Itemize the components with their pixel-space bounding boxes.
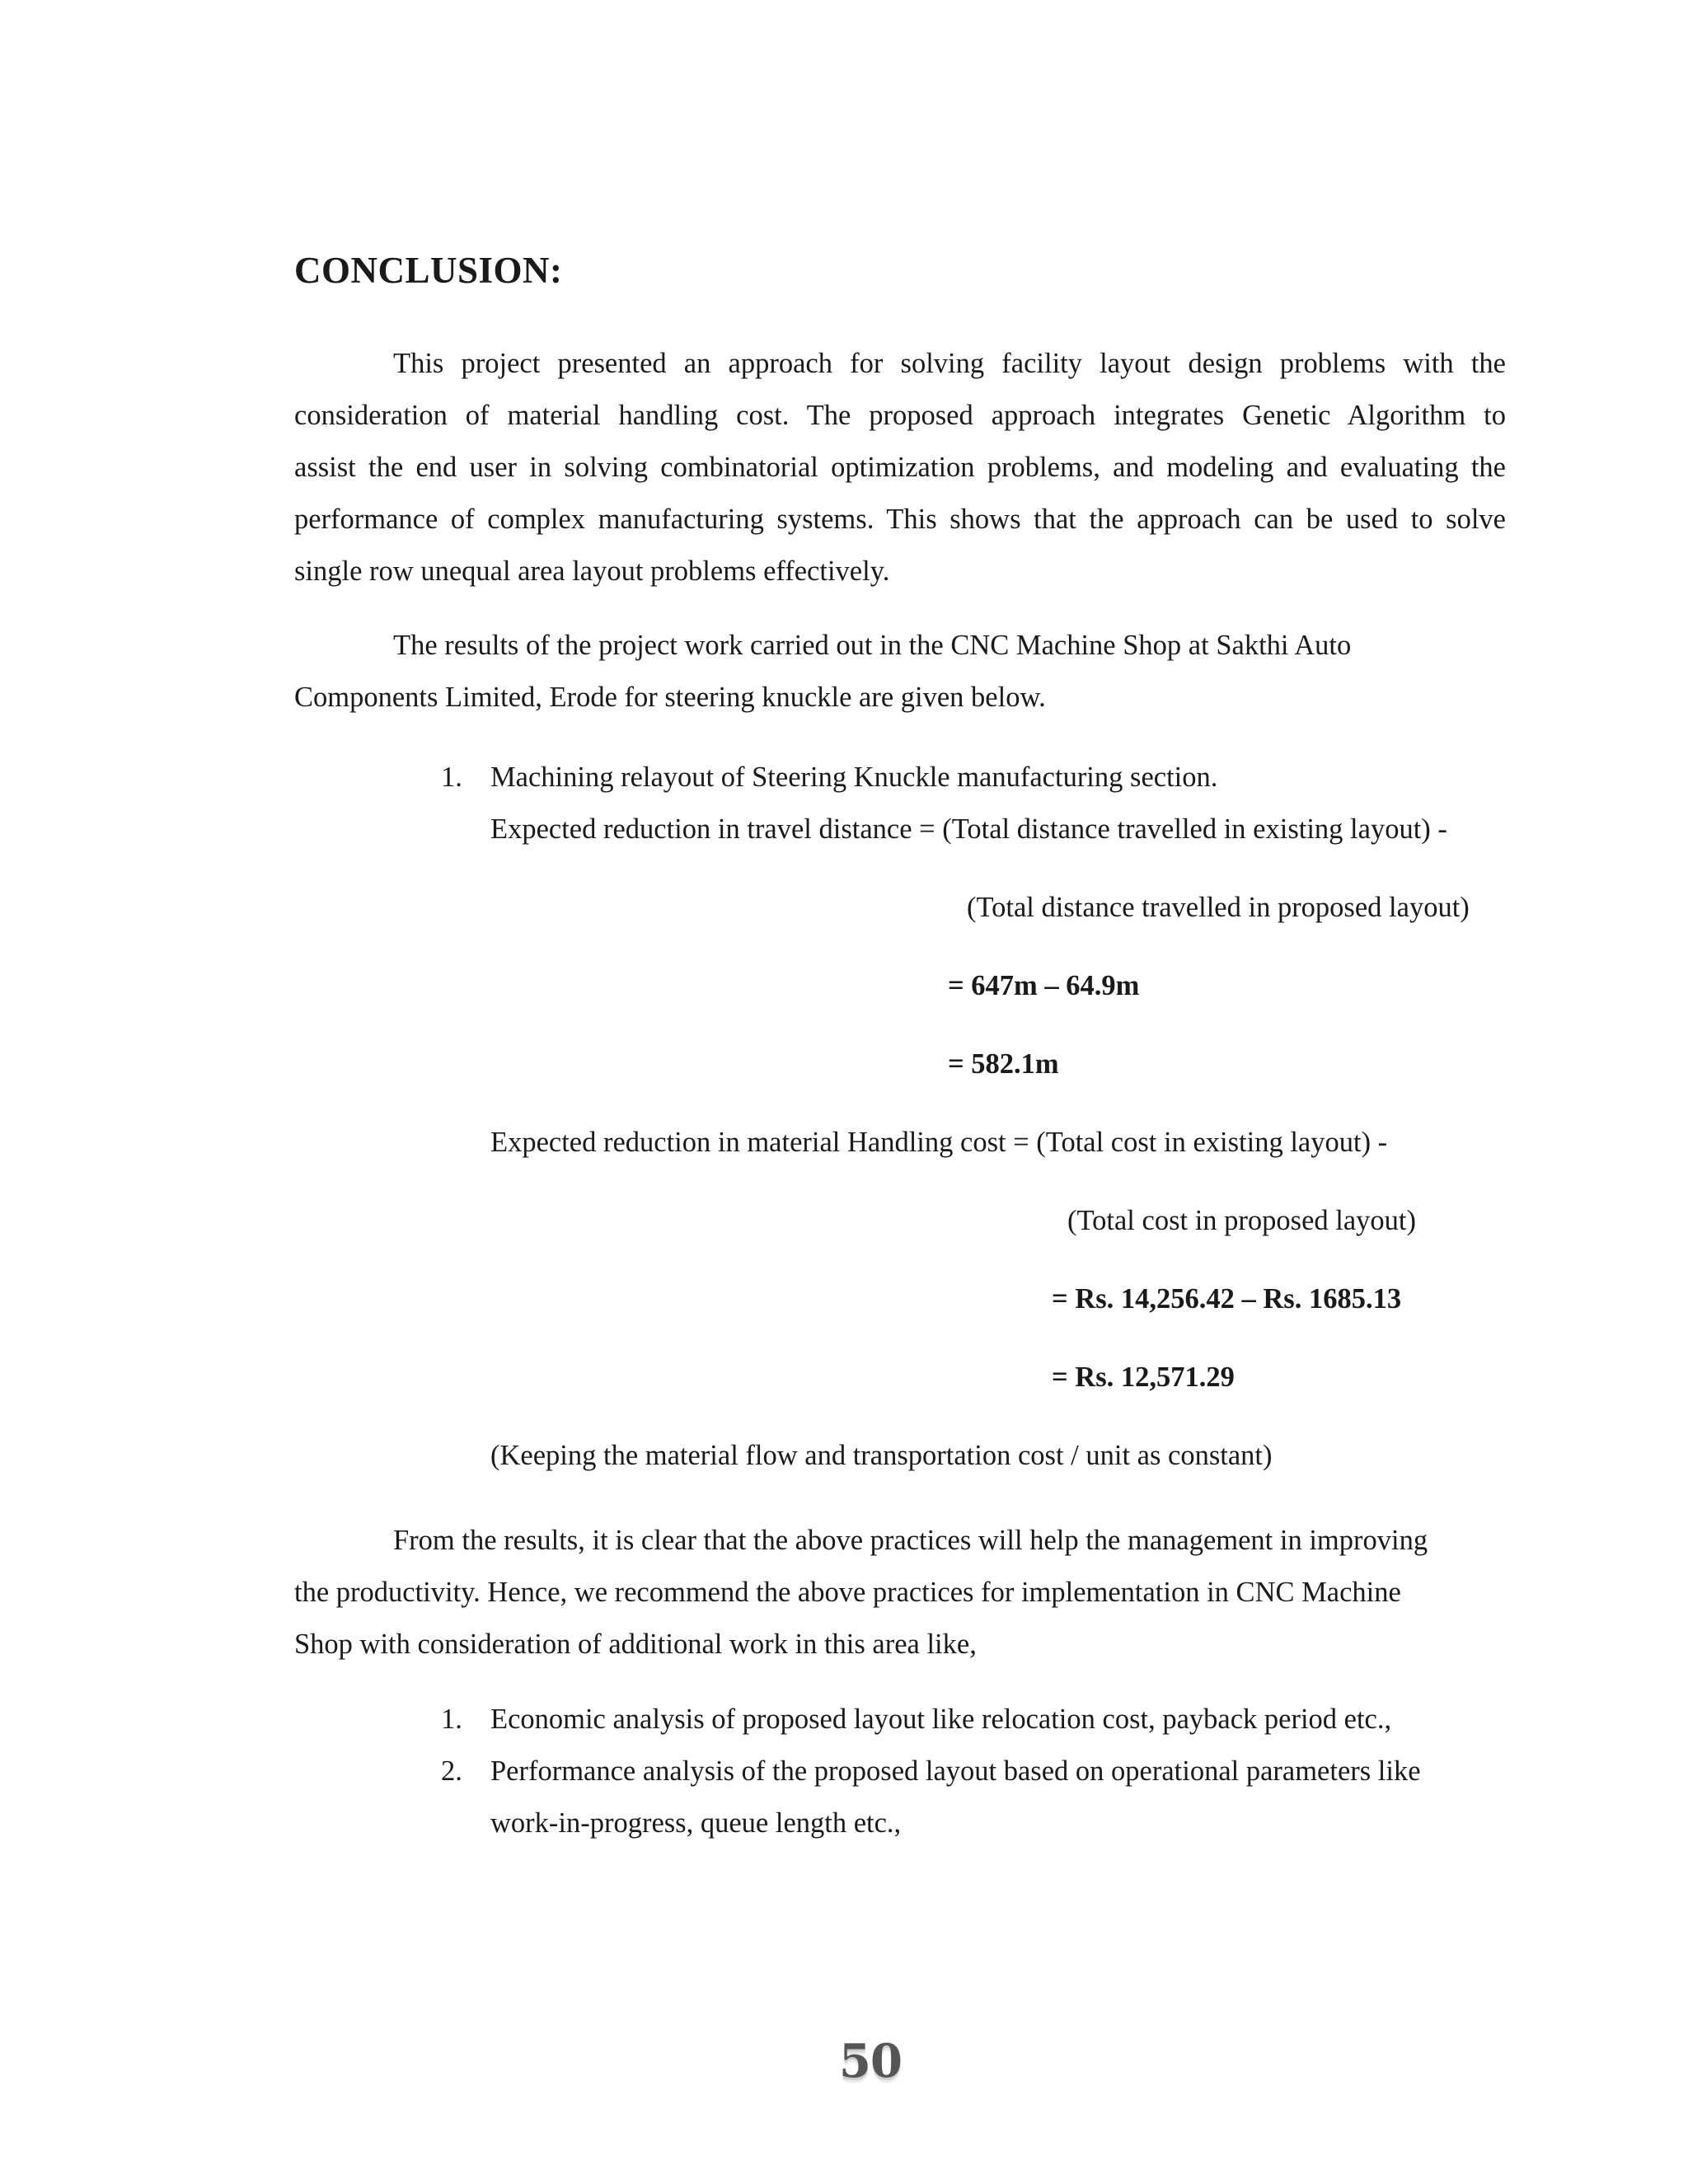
list-item-number: 2. [441,1755,462,1787]
paragraph-line: The results of the project work carried out in the CNC Machine Shop at Sakthi Auto [393,630,1352,661]
paragraph-line: consideration of material handling cost. The proposed approach integrates Genetic Algorithm to [294,400,1506,431]
page-heading: CONCLUSION: [294,250,563,291]
page-number: 50 [839,2034,902,2088]
paragraph-line: Components Limited, Erode for steering knuckle are given below. [294,682,1046,713]
list-item-number: 1. [441,762,462,793]
paragraph-line: single row unequal area layout problems effectively. [294,555,890,587]
travel-reduction-calc: = 647m – 64.9m [948,970,1140,1001]
results-note: (Keeping the material flow and transportation cost / unit as constant) [490,1440,1273,1471]
travel-reduction-label: Expected reduction in travel distance = (Total distance travelled in existing layout) - [490,813,1447,845]
paragraph-line: assist the end user in solving combinatorial optimization problems, and modeling and evaluating the [294,452,1506,483]
list-item-title: Machining relayout of Steering Knuckle manufacturing section. [490,762,1218,793]
travel-reduction-line2: (Total distance travelled in proposed layout) [967,892,1470,923]
paragraph-line: performance of complex manufacturing systems. This shows that the approach can be used to solve [294,504,1506,535]
cost-reduction-label: Expected reduction in material Handling cost = (Total cost in existing layout) - [490,1127,1388,1158]
paragraph-line: the productivity. Hence, we recommend the above practices for implementation in CNC Machine [294,1577,1401,1608]
paragraph-line: This project presented an approach for solving facility layout design problems with the [393,348,1506,379]
paragraph-results-intro [294,620,1506,724]
list-item-number: 1. [441,1704,462,1735]
paragraph-recommendation [294,1515,1506,1671]
paragraph-line: From the results, it is clear that the above practices will help the management in improving [393,1525,1428,1556]
paragraph-line: Shop with consideration of additional work in this area like, [294,1629,977,1660]
cost-reduction-result: = Rs. 12,571.29 [1052,1361,1235,1393]
cost-reduction-line2: (Total cost in proposed layout) [1067,1205,1416,1236]
list-item-text: Performance analysis of the proposed layout based on operational parameters like [490,1755,1421,1787]
travel-reduction-result: = 582.1m [948,1048,1059,1080]
list-item-text: Economic analysis of proposed layout like relocation cost, payback period etc., [490,1704,1392,1735]
cost-reduction-calc: = Rs. 14,256.42 – Rs. 1685.13 [1052,1283,1402,1315]
list-item-text-continued: work-in-progress, queue length etc., [490,1807,902,1839]
paragraph-intro [294,338,1506,598]
